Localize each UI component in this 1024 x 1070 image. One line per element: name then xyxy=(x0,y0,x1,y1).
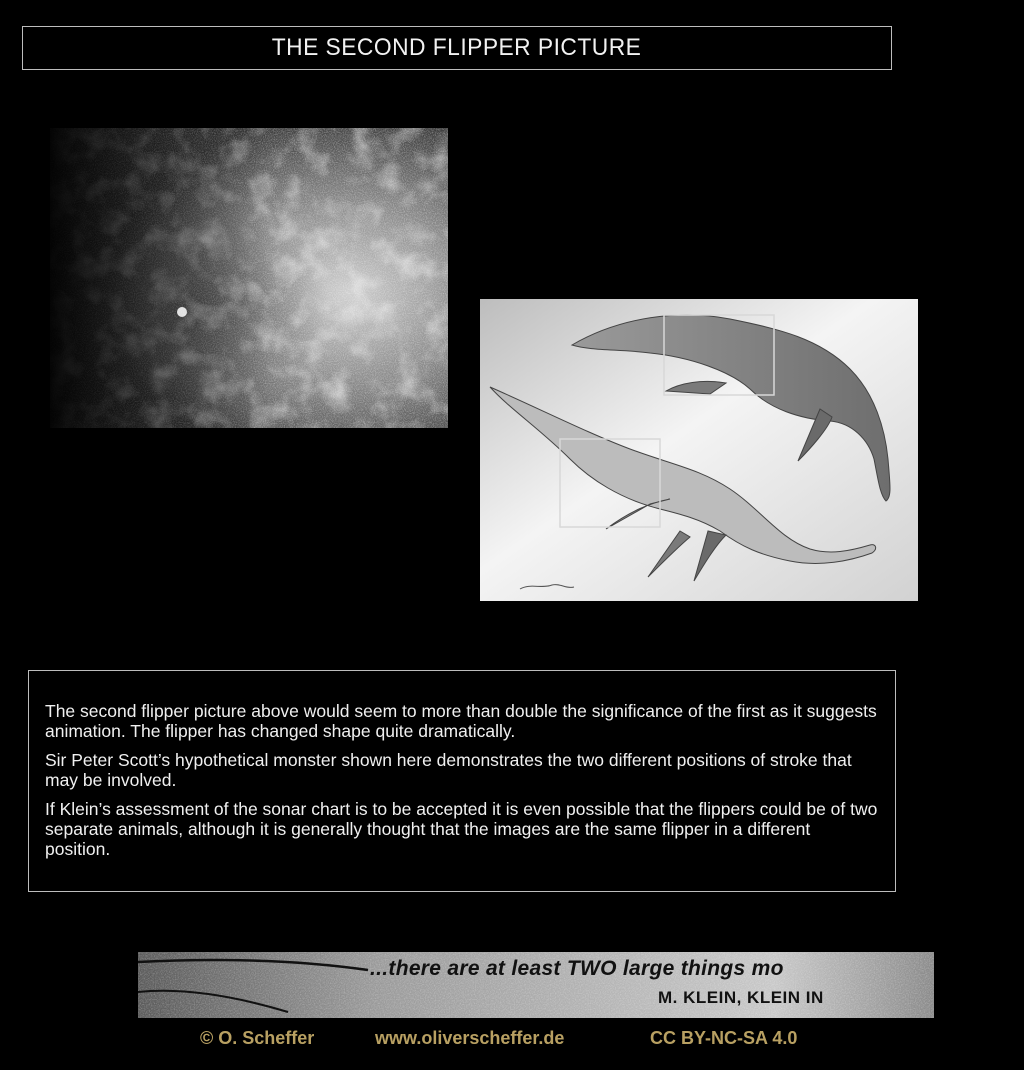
paragraph-1: The second flipper picture above would seem to more than double the significance of the first as it suggests animation. The flipper has changed shape quite dramatically. xyxy=(45,701,877,741)
website-credit: www.oliverscheffer.de xyxy=(375,1028,565,1048)
quote-banner xyxy=(138,952,934,1018)
flipper-photo xyxy=(50,128,448,428)
title-frame xyxy=(22,26,892,70)
copyright-credit: © O. Scheffer xyxy=(200,1028,315,1048)
paragraph-3: If Klein’s assessment of the sonar chart is to be accepted it is even possible that the flippers could be of two separate animals, although it is generally thought that the images are the same flipper in a different position. xyxy=(45,799,878,859)
description-frame xyxy=(28,670,896,892)
page-title: THE SECOND FLIPPER PICTURE xyxy=(272,34,642,61)
quote-author: M. KLEIN, KLEIN IN xyxy=(658,988,824,1007)
monster-drawing xyxy=(480,299,918,601)
paragraph-2: Sir Peter Scott’s hypothetical monster shown here demonstrates the two different positions of stroke that may be involved. xyxy=(45,750,852,790)
quote-text: ...there are at least TWO large things mo xyxy=(370,957,784,980)
license-credit: CC BY-NC-SA 4.0 xyxy=(650,1028,798,1048)
